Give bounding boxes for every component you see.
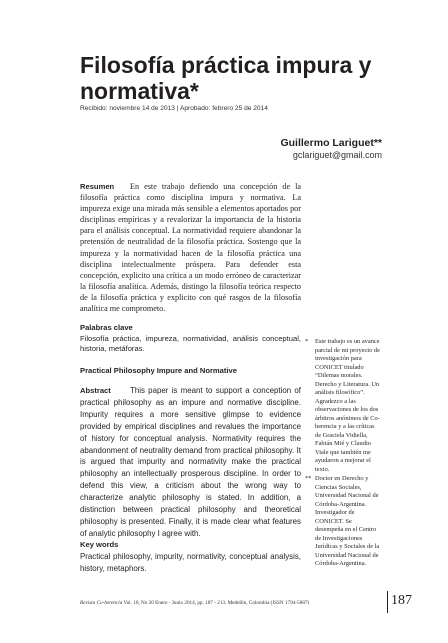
received-approved-dates: Recibido: noviembre 14 de 2013 | Aprobado: febrero 25 de 2014	[80, 105, 268, 112]
footnote-text: Este trabajo es un avance parcial de mi proyecto de investigación para CONICET titulado “Dilemas morales. Derecho y Literatura. Un análisis filosófico”. Agradezco a las observaciones de los dos árbitros anónimos de Co-herencia y a las críticas de Graciela Vidiella, Fabián Mié y Claudio Viale que también me ayudaron a mejorar el texto.	[315, 338, 380, 473]
palabras-clave-text: Filosofía práctica, impureza, normatividad, análisis conceptual, historia, metáforas.	[80, 334, 301, 354]
resumen-section	[80, 181, 301, 314]
page-number: 187	[391, 593, 412, 608]
author-email[interactable]: gclariguet@gmail.com	[292, 150, 382, 160]
footnote-1	[305, 338, 380, 474]
article-title: Filosofía práctica impura y normativa*	[80, 52, 372, 104]
abstract-text: This paper is meant to support a conception of practical philosophy as an impure and normative discipline. Impurity requires a more sensitive glimpse to evidence provided by empirical disciplines and revalues the importance of history for conceptual analysis. Normativity requires the abandonment of neutrality demand from practical philosophy. It is argued that impurity and normativity make the practical philosophy an intellectually prosperous discipline. In order to defend this view, a criticism about the wrong way to characterize analytic philosophy is stated. In addition, a distinction between practical philosophy and theoretical philosophy is presented. Finally, it is made clear what features of analytic philosophy I agree with.	[80, 386, 301, 538]
resumen-text: En este trabajo defiendo una concepción de la filosofía práctica como disciplina impura y normativa. La impureza exige una mirada más sensible a elementos aportados por disciplinas empíricas y a revalorizar la importancia de la historia para el análisis conceptual. La normatividad requiere abandonar la pretensión de neutralidad de la filosofía práctica. Sostengo que la impureza y la normatividad hacen de la filosofía práctica una disciplina intelectualmente próspera. Para defender esta concepción, explicito una crítica a un modo erróneo de caracterizar la filosofía analítica. Además, distingo la filosofía teórica respecto de la filosofía práctica y explicito con qué rasgos de la filosofía analítica me comprometo.	[80, 182, 301, 314]
abstract-label: Abstract	[80, 386, 111, 395]
author-name: Guillermo Lariguet**	[280, 137, 382, 149]
abstract-section	[80, 385, 301, 540]
resumen-label: Resumen	[80, 182, 115, 191]
footnote-mark: *	[305, 338, 309, 345]
footnote-text: Doctor en Derecho y Ciencias Sociales, Universidad Nacional de Córdoba-Argentina. Investigador de CONICET. Se desempeña en el Centro de Investigaciones Jurídicas y Sociales de la Universidad Nacional de Córdoba-Argentina.	[315, 475, 380, 567]
journal-footer	[80, 600, 382, 606]
footnote-2	[305, 475, 380, 569]
key-words-heading: Key words	[80, 540, 119, 549]
key-words-text: Practical philosophy, impurity, normativity, conceptual analysis, history, metaphors.	[80, 552, 301, 573]
journal-details: Vol. 10, No 20 Enero - Junio 2014, pp. 187 - 213. Medellín, Colombia (ISSN 1794-5887)	[123, 600, 310, 606]
page-number-divider	[387, 591, 388, 613]
english-title: Practical Philosophy Impure and Normative	[80, 366, 237, 375]
footnotes	[305, 338, 380, 570]
footnote-mark: **	[305, 475, 312, 482]
palabras-clave-heading: Palabras clave	[80, 323, 133, 332]
journal-name: Revista Co-herencia	[80, 600, 123, 606]
